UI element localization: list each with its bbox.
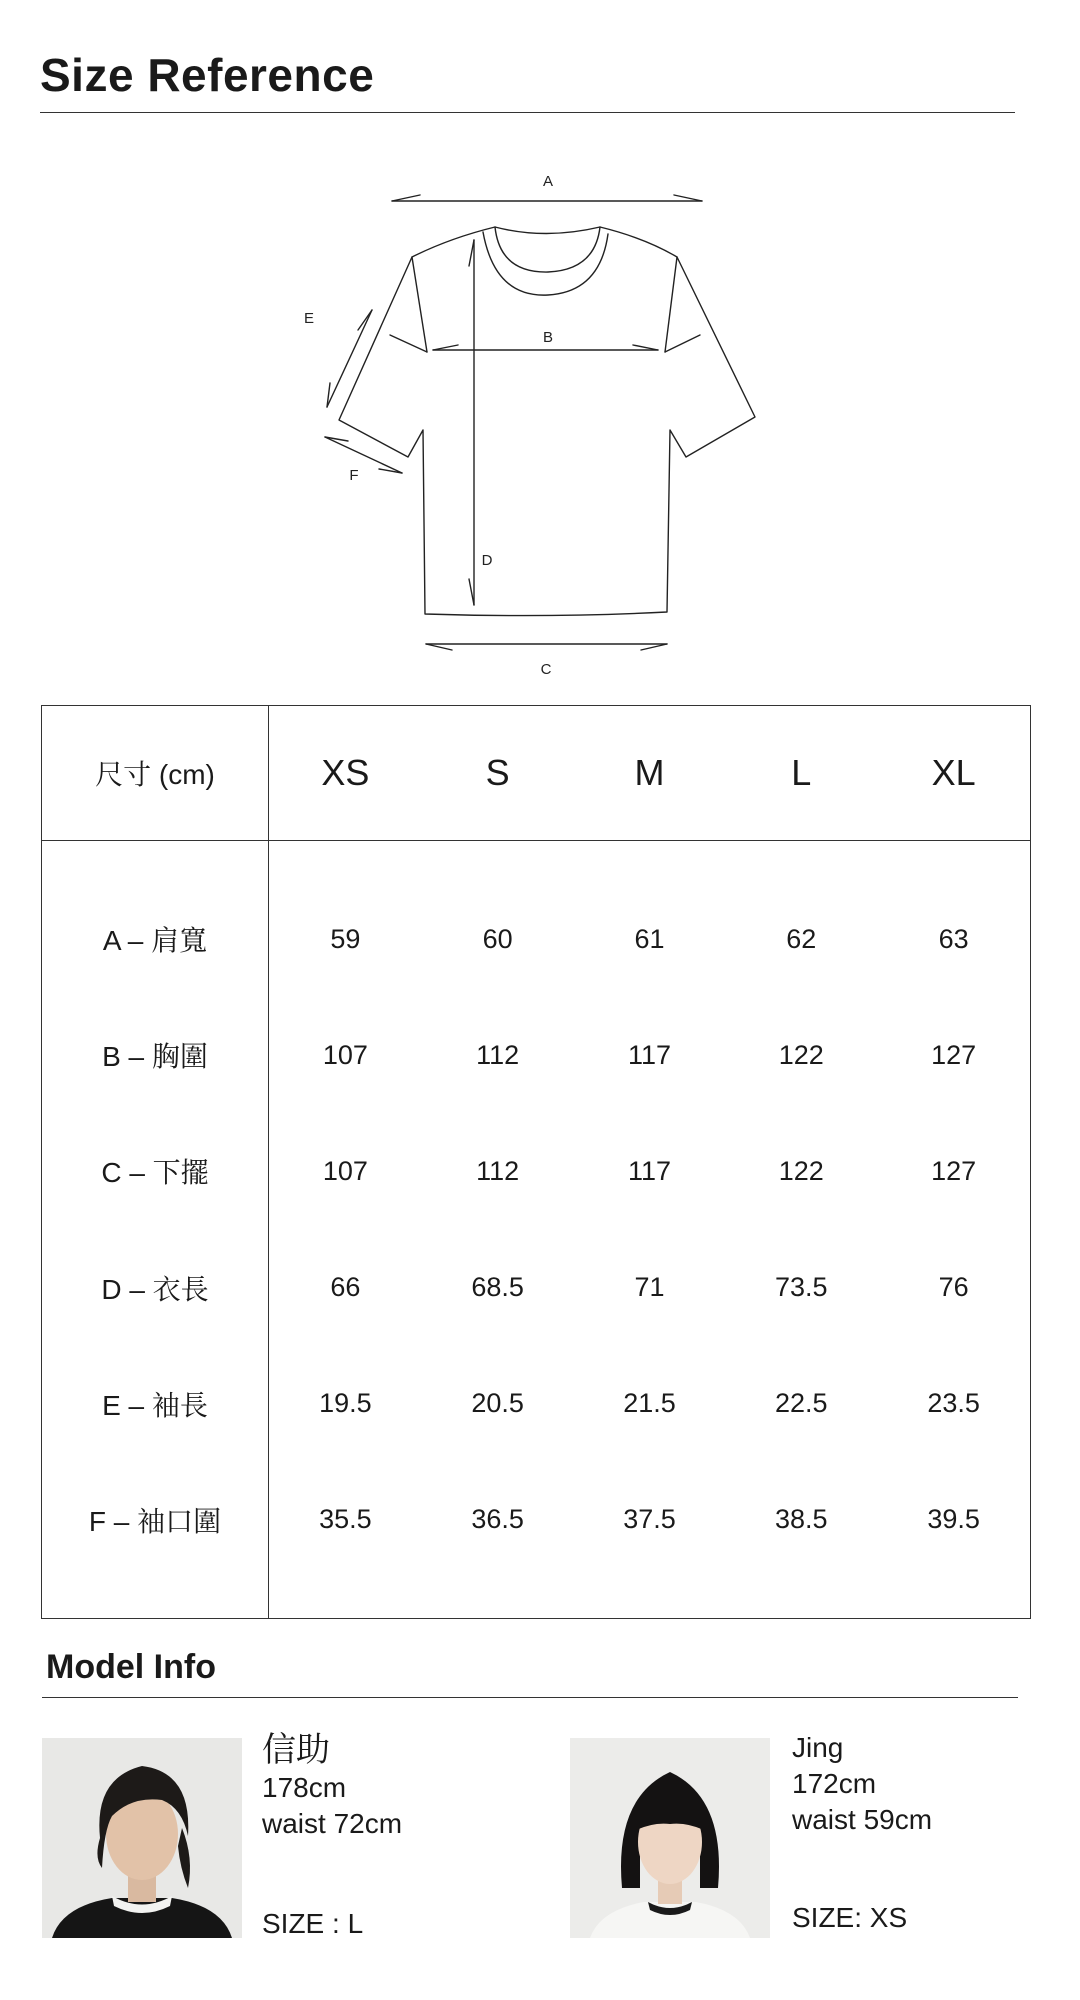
model-details-1	[262, 1730, 402, 1842]
model-height: 178cm	[262, 1772, 347, 1803]
row-label: F – 袖口圍	[42, 1462, 269, 1578]
row-label: D – 衣長	[42, 1229, 269, 1345]
size-header-xl: XL	[877, 706, 1030, 841]
row-label: B – 胸圍	[42, 997, 269, 1113]
table-cell: 76	[938, 1272, 969, 1303]
table-cell: 127	[931, 1155, 977, 1186]
size-unit-header: 尺寸 (cm)	[42, 706, 269, 841]
model-height: 172cm	[792, 1768, 877, 1799]
table-cell: 73.5	[775, 1272, 828, 1303]
table-row	[42, 881, 1031, 997]
model-info-divider	[42, 1697, 1018, 1698]
table-cell: 117	[627, 1155, 671, 1186]
size-header-m: M	[574, 706, 726, 841]
tshirt-measurement-diagram	[0, 140, 1080, 700]
label-a: A	[542, 173, 554, 190]
table-cell: 23.5	[927, 1388, 980, 1419]
model-size-1: SIZE : L	[262, 1908, 364, 1939]
model-details-2	[792, 1730, 932, 1838]
size-header-l: L	[725, 706, 877, 841]
size-header-xs: XS	[269, 706, 422, 841]
table-row	[42, 1346, 1031, 1462]
model-photo-2	[570, 1738, 770, 1938]
table-cell: 71	[634, 1272, 665, 1303]
size-chart-table	[41, 705, 1031, 1619]
table-row	[42, 1462, 1031, 1578]
model-waist: waist 59cm	[792, 1804, 933, 1835]
model-waist: waist 72cm	[262, 1808, 403, 1839]
table-cell: 35.5	[319, 1504, 372, 1535]
title-divider	[40, 112, 1015, 113]
table-row	[42, 1113, 1031, 1229]
model-name: 信助	[262, 1731, 330, 1769]
female-model-portrait-icon	[570, 1738, 770, 1938]
size-header-s: S	[422, 706, 574, 841]
table-cell: 61	[634, 923, 665, 954]
label-f: F	[349, 467, 359, 484]
table-cell: 63	[938, 923, 969, 954]
table-cell: 122	[778, 1039, 824, 1070]
row-label: E – 袖長	[42, 1346, 269, 1462]
table-cell: 112	[476, 1039, 520, 1070]
label-e: E	[303, 310, 315, 327]
table-cell: 19.5	[319, 1388, 372, 1419]
label-b: B	[542, 329, 554, 346]
table-cell: 68.5	[471, 1272, 524, 1303]
table-cell: 62	[786, 923, 817, 954]
table-cell: 122	[778, 1155, 824, 1186]
table-cell: 38.5	[775, 1504, 828, 1535]
table-row	[42, 997, 1031, 1113]
table-cell: 22.5	[775, 1388, 828, 1419]
table-cell: 21.5	[623, 1388, 676, 1419]
table-cell: 107	[322, 1039, 368, 1070]
table-cell: 60	[482, 923, 513, 954]
table-cell: 59	[330, 923, 361, 954]
table-cell: 127	[931, 1039, 977, 1070]
row-label: C – 下擺	[42, 1113, 269, 1229]
model-size-2: SIZE: XS	[792, 1902, 908, 1933]
table-cell: 66	[330, 1272, 361, 1303]
label-d: D	[481, 552, 493, 569]
collar-inner	[483, 232, 608, 295]
model-info-title: Model Info	[46, 1648, 216, 1686]
label-c: C	[540, 661, 552, 678]
size-header-row	[42, 706, 1031, 841]
table-cell: 37.5	[623, 1504, 676, 1535]
model-photo-1	[42, 1738, 242, 1938]
table-cell: 36.5	[471, 1504, 524, 1535]
table-cell: 20.5	[471, 1388, 524, 1419]
model-name: Jing	[792, 1732, 844, 1763]
male-model-portrait-icon	[42, 1738, 242, 1938]
row-label: A – 肩寬	[42, 881, 269, 997]
table-cell: 39.5	[927, 1504, 980, 1535]
table-row	[42, 1229, 1031, 1345]
shirt-outline	[339, 227, 755, 616]
table-cell: 117	[627, 1039, 671, 1070]
table-cell: 112	[476, 1155, 520, 1186]
page-title: Size Reference	[40, 49, 375, 101]
table-cell: 107	[322, 1155, 368, 1186]
